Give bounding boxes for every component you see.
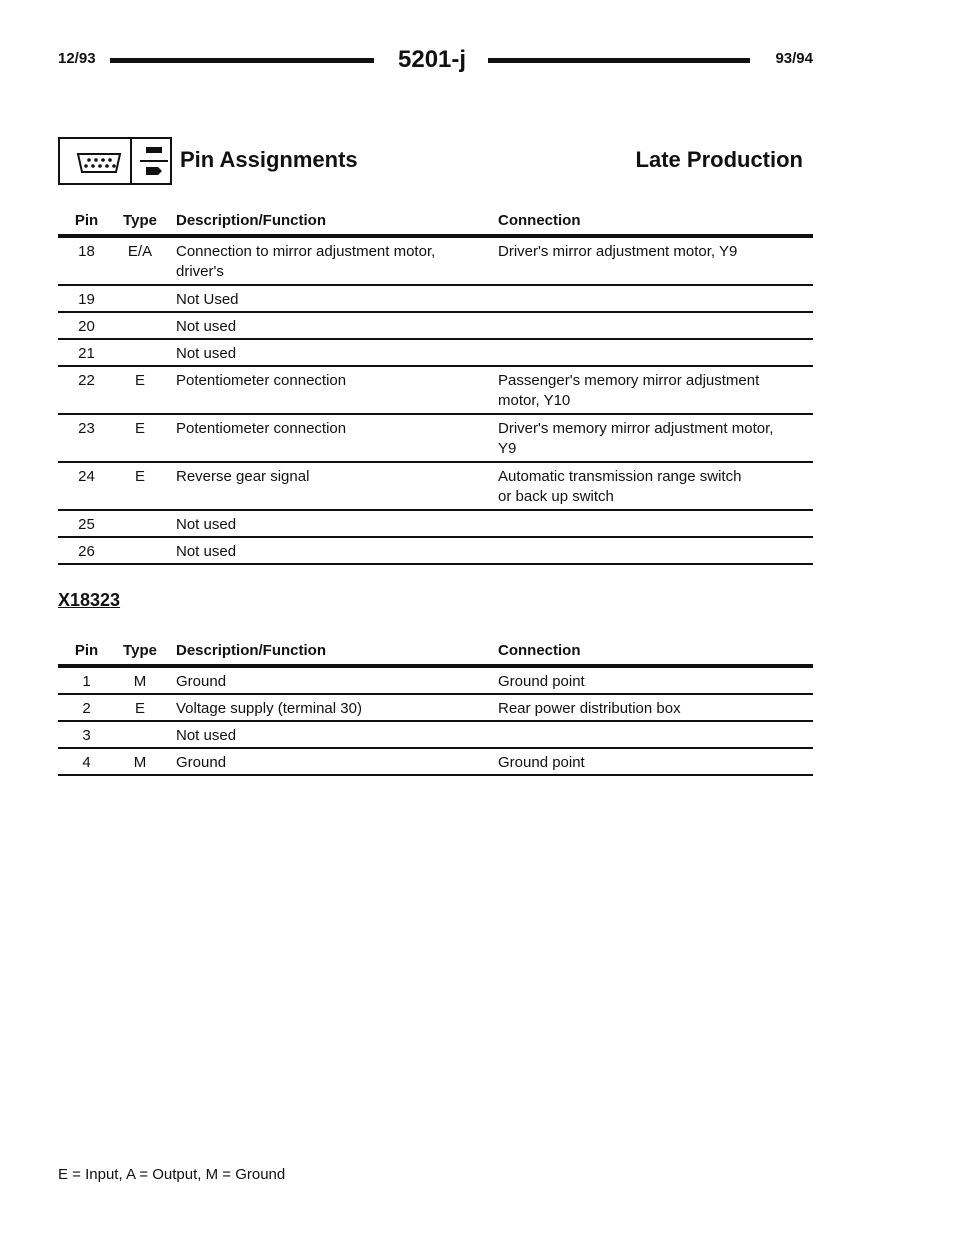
description-line: Ground bbox=[176, 673, 227, 690]
connection-cell bbox=[498, 467, 808, 507]
icon-box bbox=[58, 137, 172, 185]
col-connection-header: Connection bbox=[498, 642, 581, 659]
pin-cell: 2 bbox=[82, 700, 91, 717]
pin-cell: 21 bbox=[78, 345, 95, 362]
table-row bbox=[58, 367, 813, 415]
col-pin-header: Pin bbox=[74, 212, 99, 229]
description-line: Not used bbox=[176, 543, 237, 560]
pin-cell: 3 bbox=[82, 727, 91, 744]
description-cell bbox=[176, 344, 476, 364]
pin-cell: 19 bbox=[78, 291, 95, 308]
pin-cell: 26 bbox=[78, 543, 95, 560]
description-line: Potentiometer connection bbox=[176, 372, 347, 389]
table-row bbox=[58, 749, 813, 776]
type-cell: M bbox=[133, 673, 147, 690]
table-row bbox=[58, 340, 813, 367]
description-cell bbox=[176, 419, 476, 439]
description-cell bbox=[176, 371, 476, 391]
table-row bbox=[58, 722, 813, 749]
header-code: 5201-j bbox=[398, 46, 467, 73]
connection-line: Ground point bbox=[498, 673, 585, 690]
description-cell bbox=[176, 317, 476, 337]
col-pin-header: Pin bbox=[74, 642, 99, 659]
connection-line: Y9 bbox=[498, 440, 517, 457]
table-row bbox=[58, 313, 813, 340]
header-left-date: 12/93 bbox=[58, 50, 96, 67]
description-line: Not used bbox=[176, 727, 237, 744]
description-cell bbox=[176, 542, 476, 562]
pin-cell: 20 bbox=[78, 318, 95, 335]
connection-line: Automatic transmission range switch bbox=[498, 468, 742, 485]
col-connection-header: Connection bbox=[498, 212, 581, 229]
type-cell: E/A bbox=[127, 243, 153, 260]
table-row bbox=[58, 286, 813, 313]
description-line: Not Used bbox=[176, 291, 239, 308]
header-rule-left bbox=[110, 58, 374, 63]
table-row bbox=[58, 463, 813, 511]
connection-cell bbox=[498, 699, 808, 719]
header-right-date: 93/94 bbox=[775, 50, 813, 67]
col-description-header: Description/Function bbox=[176, 212, 326, 229]
icon-divider bbox=[130, 139, 132, 183]
description-cell bbox=[176, 290, 476, 310]
description-line: Reverse gear signal bbox=[176, 468, 310, 485]
table-row bbox=[58, 668, 813, 695]
description-cell bbox=[176, 467, 476, 487]
header-rule-right bbox=[488, 58, 750, 63]
type-cell: E bbox=[134, 420, 145, 437]
pin-cell: 24 bbox=[78, 468, 95, 485]
connection-line: Driver's mirror adjustment motor, Y9 bbox=[498, 243, 738, 260]
pin-table-1 bbox=[58, 210, 813, 565]
description-line: Not used bbox=[176, 345, 237, 362]
type-cell: E bbox=[134, 468, 145, 485]
connection-cell bbox=[498, 371, 808, 411]
type-cell: E bbox=[134, 700, 145, 717]
description-line: Voltage supply (terminal 30) bbox=[176, 700, 362, 717]
description-cell bbox=[176, 753, 476, 773]
description-line: Not used bbox=[176, 318, 237, 335]
connection-line: Ground point bbox=[498, 754, 585, 771]
col-type-header: Type bbox=[123, 212, 157, 229]
connection-line: Passenger's memory mirror adjustment bbox=[498, 372, 760, 389]
description-line: Ground bbox=[176, 754, 227, 771]
connector-icon bbox=[74, 152, 124, 174]
col-description-header: Description/Function bbox=[176, 642, 326, 659]
connection-line: or back up switch bbox=[498, 488, 614, 505]
section-title-bar bbox=[58, 137, 803, 189]
production-label: Late Production bbox=[635, 147, 803, 172]
table-row bbox=[58, 511, 813, 538]
description-cell bbox=[176, 515, 476, 535]
col-type-header: Type bbox=[123, 642, 157, 659]
connector-label: X18323 bbox=[58, 590, 121, 610]
connection-cell bbox=[498, 672, 808, 692]
table-header bbox=[58, 640, 813, 668]
table-row bbox=[58, 415, 813, 463]
connection-cell bbox=[498, 753, 808, 773]
connection-cell bbox=[498, 419, 808, 459]
description-cell bbox=[176, 672, 476, 692]
pin-cell: 25 bbox=[78, 516, 95, 533]
description-line: driver's bbox=[176, 263, 224, 280]
pin-cell: 1 bbox=[82, 673, 91, 690]
connection-cell bbox=[498, 242, 808, 262]
description-line: Potentiometer connection bbox=[176, 420, 347, 437]
section-title: Pin Assignments bbox=[180, 147, 358, 172]
pin-cell: 18 bbox=[78, 243, 95, 260]
pin-cell: 4 bbox=[82, 754, 91, 771]
description-line: Connection to mirror adjustment motor, bbox=[176, 243, 436, 260]
pin-assignment-icon bbox=[140, 145, 168, 181]
connection-line: motor, Y10 bbox=[498, 392, 571, 409]
description-line: Not used bbox=[176, 516, 237, 533]
pin-cell: 22 bbox=[78, 372, 95, 389]
description-cell bbox=[176, 726, 476, 746]
pin-cell: 23 bbox=[78, 420, 95, 437]
connection-line: Driver's memory mirror adjustment motor, bbox=[498, 420, 774, 437]
pin-table-2 bbox=[58, 640, 813, 776]
type-cell: E bbox=[134, 372, 145, 389]
type-cell: M bbox=[133, 754, 147, 771]
connection-line: Rear power distribution box bbox=[498, 700, 681, 717]
legend: E = Input, A = Output, M = Ground bbox=[58, 1166, 286, 1183]
table-row bbox=[58, 238, 813, 286]
table-row bbox=[58, 538, 813, 565]
description-cell bbox=[176, 242, 476, 282]
table-header bbox=[58, 210, 813, 238]
table-row bbox=[58, 695, 813, 722]
page-header bbox=[58, 46, 813, 76]
description-cell bbox=[176, 699, 476, 719]
